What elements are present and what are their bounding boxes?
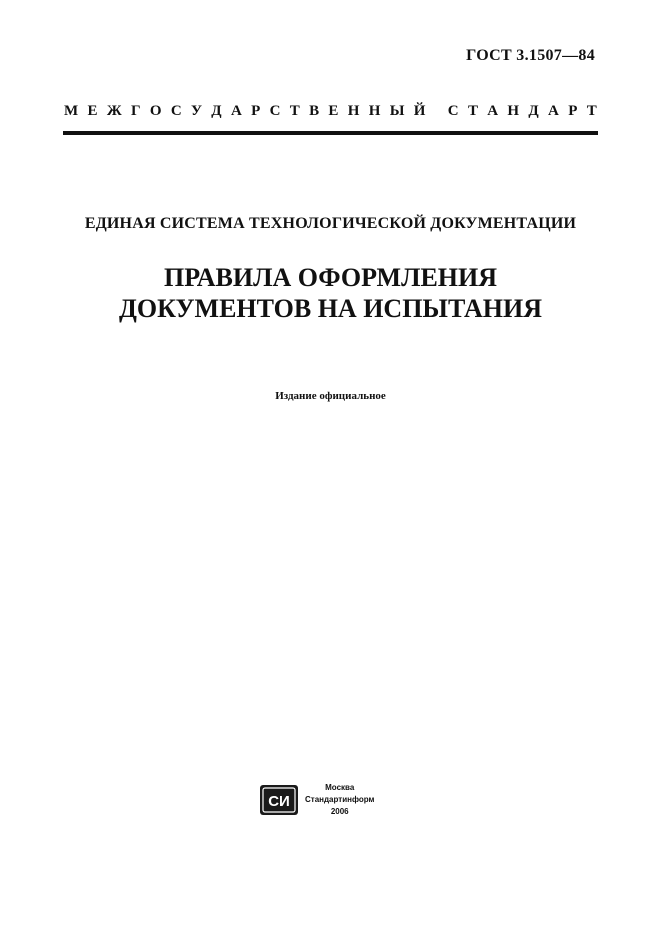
category-letter: Т: [289, 103, 300, 119]
category-letter: Т: [467, 103, 478, 119]
publisher-block: [259, 782, 374, 818]
category-letter: О: [149, 103, 162, 119]
category-letter: А: [230, 103, 242, 119]
category-letter: А: [548, 103, 559, 119]
category-letter: Ы: [389, 103, 405, 119]
category-letter: Т: [586, 103, 597, 119]
publisher-text: [305, 782, 374, 818]
category-letter: Р: [251, 103, 261, 119]
category-letter: Р: [568, 103, 578, 119]
category-letter: У: [190, 103, 202, 119]
category-letter: С: [170, 103, 182, 119]
category-letter: Е: [328, 103, 339, 119]
category-letter: С: [269, 103, 281, 119]
category-space: [435, 103, 439, 120]
document-title-line-2: ДОКУМЕНТОВ НА ИСПЫТАНИЯ: [119, 294, 542, 323]
standard-number: ГОСТ 3.1507—84: [466, 47, 595, 64]
category-letter: Й: [413, 103, 426, 119]
logo-letters: СИ: [268, 793, 290, 810]
system-title: ЕДИНАЯ СИСТЕМА ТЕХНОЛОГИЧЕСКОЙ ДОКУМЕНТАЦИИ: [84, 215, 577, 232]
publisher-city: Москва: [325, 783, 355, 792]
document-title-line-1: ПРАВИЛА ОФОРМЛЕНИЯ: [163, 263, 498, 292]
document-title: [0, 262, 661, 324]
category-letter: Ж: [106, 103, 122, 119]
edition-note: Издание официальное: [275, 390, 386, 402]
category-letter: В: [309, 103, 320, 119]
category-letter: Г: [130, 103, 141, 119]
header-divider: [63, 131, 598, 135]
category-letter: Е: [87, 103, 98, 119]
standard-category: [64, 103, 597, 120]
category-letter: М: [64, 103, 79, 119]
publisher-name: Стандартинформ: [305, 795, 375, 804]
category-letter: С: [447, 103, 459, 119]
category-letter: Н: [507, 103, 520, 119]
standartinform-logo-icon: [259, 784, 299, 816]
publisher-year: 2006: [330, 807, 349, 816]
category-letter: А: [487, 103, 499, 119]
category-letter: Н: [347, 103, 360, 119]
category-letter: Д: [211, 103, 222, 119]
category-letter: Н: [368, 103, 381, 119]
category-letter: Д: [528, 103, 539, 119]
